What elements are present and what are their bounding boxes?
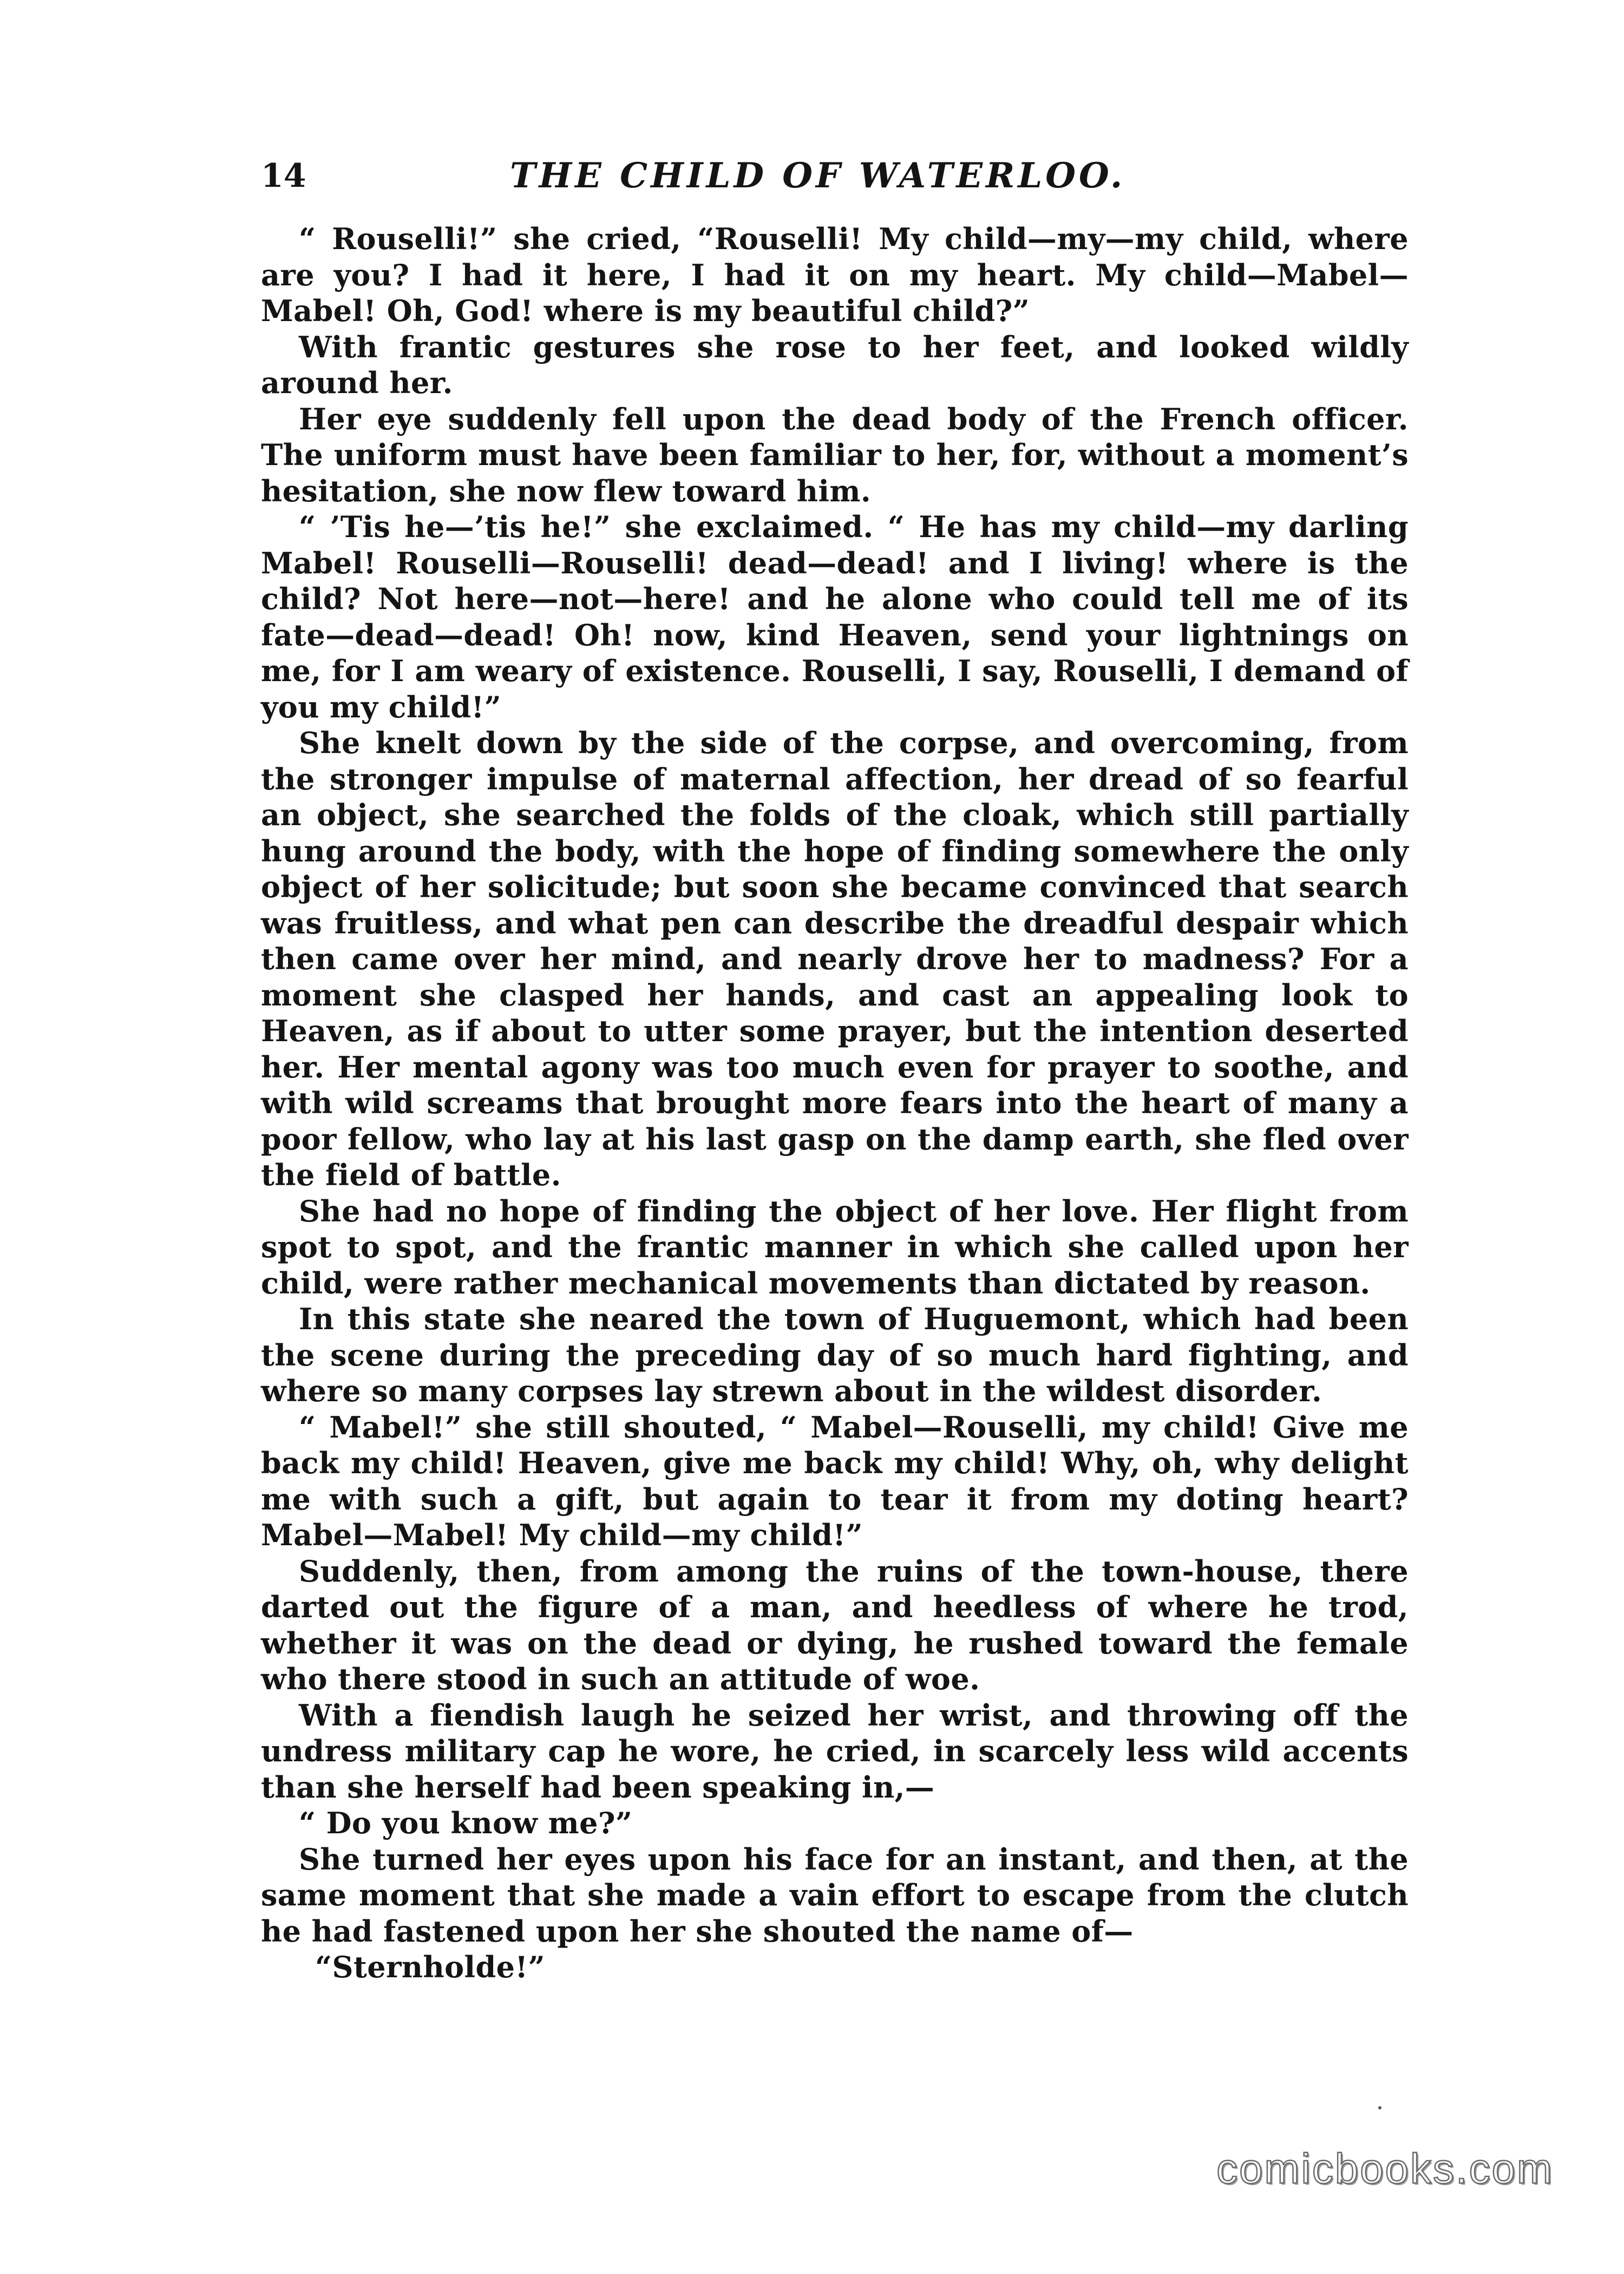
text-body bbox=[261, 221, 1409, 1985]
print-speck bbox=[1378, 2106, 1381, 2109]
paragraph-1: “ Rouselli!” she cried, “Rouselli! My child—my—my child, where are you? I had it here, I had it on my heart. My child—Mabel—Mabel! Oh, God! where is my beautiful child?” bbox=[261, 221, 1409, 328]
paragraph-3: Her eye suddenly fell upon the dead body of the French officer. The uniform must have been familiar to her, for, without a moment’s hesitation, she now flew toward him. bbox=[261, 401, 1409, 508]
running-title: THE CHILD OF WATERLOO. bbox=[510, 155, 1126, 196]
paragraph-2: With frantic gestures she rose to her feet, and looked wildly around her. bbox=[261, 329, 1409, 400]
page-number: 14 bbox=[261, 157, 306, 195]
paragraph-13: “Sternholde!” bbox=[315, 1950, 545, 1984]
paragraph-8: “ Mabel!” she still shouted, “ Mabel—Rouselli, my child! Give me back my child! Heaven, give me back my child! Why, oh, why delight me with such a gift, but again to tear it from my doting heart? Mabel—Mabel! My child—my child!” bbox=[261, 1409, 1409, 1552]
paragraph-9: Suddenly, then, from among the ruins of the town-house, there darted out the figure of a man, and heedless of where he trod, whether it was on the dead or dying, he rushed toward the female who there stood in such an attitude of woe. bbox=[261, 1553, 1409, 1696]
paragraph-5: She knelt down by the side of the corpse, and overcoming, from the stronger impulse of maternal affection, her dread of so fearful an object, she searched the folds of the cloak, which still partially hung around the body, with the hope of finding somewhere the only object of her solicitude; but soon she became convinced that search was fruitless, and what pen can describe the dreadful despair which then came over her mind, and nearly drove her to madness? For a moment she clasped her hands, and cast an appealing look to Heaven, as if about to utter some prayer, but the intention deserted her. Her mental agony was too much even for prayer to soothe, and with wild screams that brought more fears into the heart of many a poor fellow, who lay at his last gasp on the damp earth, she fled over the field of battle. bbox=[261, 726, 1409, 1192]
paragraph-10: With a fiendish laugh he seized her wrist, and throwing off the undress military cap he wore, he cried, in scarcely less wild accents than she herself had been speaking in,— bbox=[261, 1697, 1409, 1805]
paragraph-4: “ ’Tis he—’tis he!” she exclaimed. “ He has my child—my darling Mabel! Rouselli—Rouselli! dead—dead! and I living! where is the child? Not here—not—here! and he alone who could tell me of its fate—dead—dead! Oh! now, kind Heaven, send your lightnings on me, for I am weary of existence. Rouselli, I say, Rouselli, I demand of you my child!” bbox=[261, 509, 1409, 724]
paragraph-7: In this state she neared the town of Huguemont, which had been the scene during the preceding day of so much hard fighting, and where so many corpses lay strewn about in the wildest disorder. bbox=[261, 1302, 1409, 1408]
paragraph-12: She turned her eyes upon his face for an instant, and then, at the same moment that she made a vain effort to escape from the clutch he had fastened upon her she shouted the name of— bbox=[261, 1841, 1409, 1949]
paragraph-6: She had no hope of finding the object of her love. Her flight from spot to spot, and the frantic manner in which she called upon her child, were rather mechanical movements than dictated by reason. bbox=[261, 1193, 1409, 1301]
watermark: comicbooks.com bbox=[1216, 2145, 1554, 2192]
page-header bbox=[261, 154, 1192, 198]
paragraph-11: “ Do you know me?” bbox=[299, 1806, 633, 1840]
